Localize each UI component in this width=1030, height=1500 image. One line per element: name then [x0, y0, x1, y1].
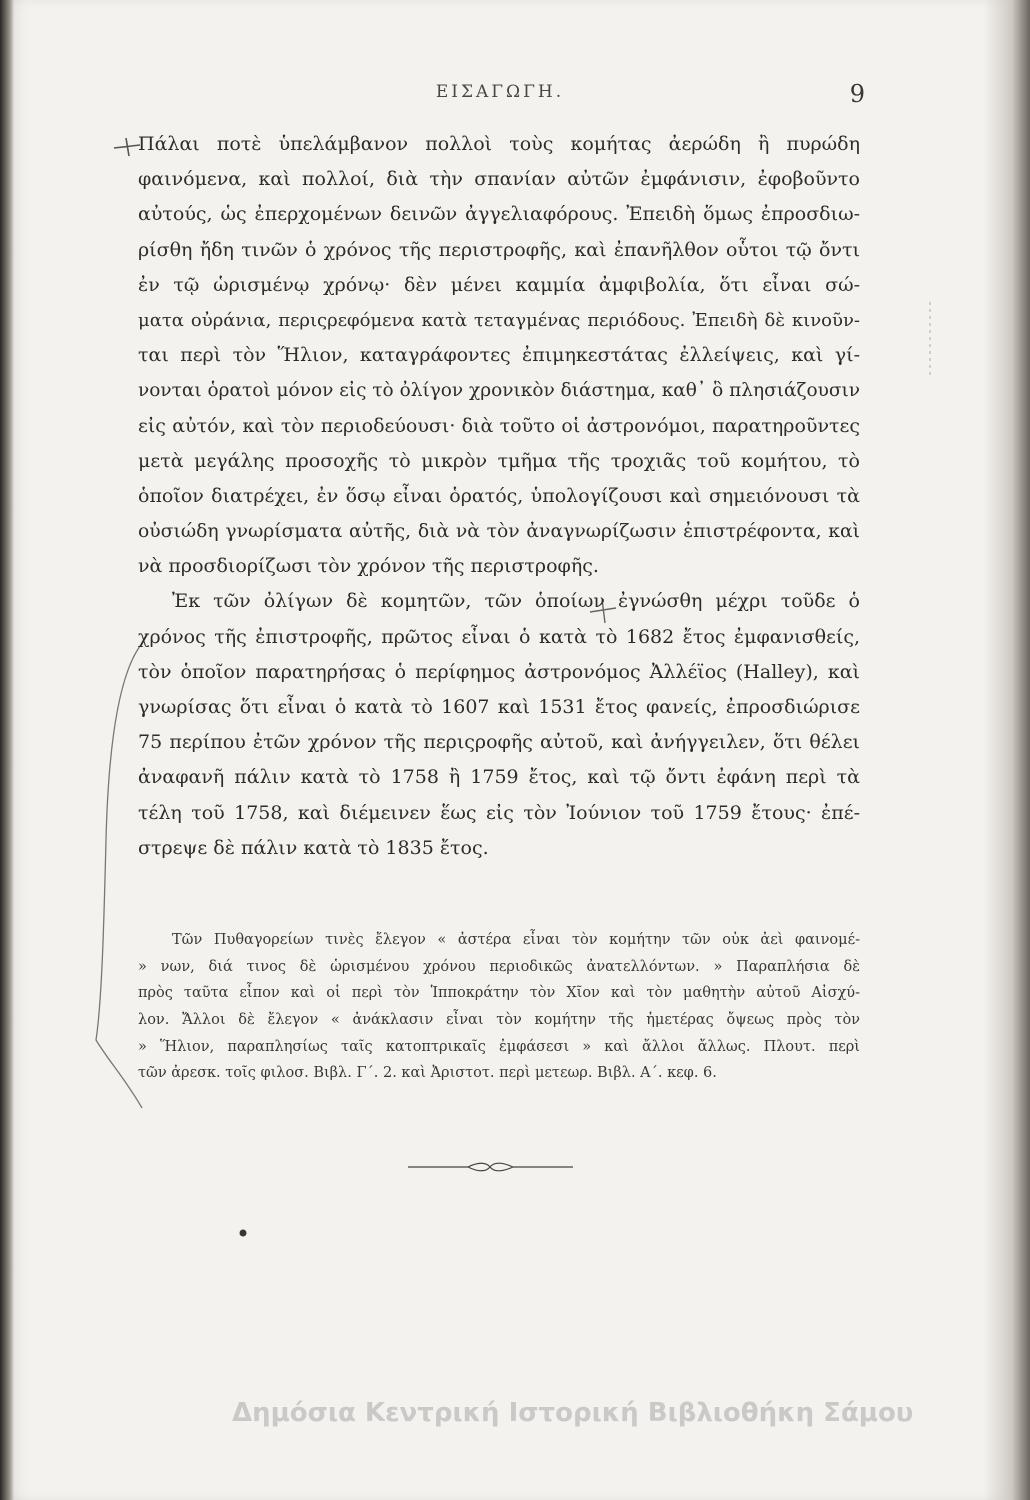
page-header	[140, 80, 865, 112]
footnote-line: Τῶν Πυθαγορείων τινὲς ἔλεγον « ἀστέρα εἶναι τὸν κομήτην τῶν οὐκ ἀεὶ φαινομέ-	[172, 932, 860, 948]
library-watermark: Δημόσια Κεντρική Ιστορική Βιβλιοθήκη Σάμου	[232, 1398, 914, 1428]
text-line: ἐν τῷ ὡρισμένῳ χρόνῳ· δὲν μένει καμμία ἀμφιβολία, ὅτι εἶναι σώ-	[138, 273, 860, 296]
text-line: γνωρίσας ὅτι εἶναι ὁ κατὰ τὸ 1607 καὶ 1531 ἔτος φανείς, ἐπροσδιώρισε	[138, 696, 860, 718]
page-number: 9	[849, 80, 865, 108]
text-line: ρίσθη ἤδη τινῶν ὁ χρόνος τῆς περιστροφῆς, καὶ ἐπανῆλθον οὗτοι τῷ ὄντι	[138, 238, 860, 261]
text-line: χρόνος τῆς ἐπιστροφῆς, πρῶτος εἶναι ὁ κατὰ τὸ 1682 ἔτος ἐμφανισθείς,	[138, 625, 860, 648]
main-text	[138, 127, 860, 866]
text-line: ται περὶ τὸν Ἥλιον, καταγράφοντες ἐπιμηκεστάτας ἐλλείψεις, καὶ γί-	[138, 344, 860, 367]
text-line: τὸν ὁποῖον παρατηρήσας ὁ περίφημος ἀστρονόμος Ἀλλέϊος (Halley), καὶ	[138, 660, 860, 683]
text-line: μετὰ μεγάλης προσοχῆς τὸ μικρὸν τμῆμα τῆς τροχιᾶς τοῦ κομήτου, τὸ	[138, 449, 860, 472]
pencil-underline-mark-icon	[920, 300, 940, 380]
ink-spot-icon	[238, 1228, 248, 1238]
running-head: ΕΙΣΑΓΩΓΗ.	[435, 82, 565, 102]
footnote-line: τῶν ἀρεσκ. τοῖς φιλοσ. Βιβλ. Γ΄. 2. καὶ Ἀριστοτ. περὶ μετεωρ. Βιβλ. Α΄. κεφ. 6.	[138, 1065, 717, 1082]
ornamental-rule-icon	[408, 1162, 573, 1172]
pencil-bracket-mark-icon	[86, 640, 146, 1110]
text-line: 75 περίπου ἐτῶν χρόνον τῆς περιςροφῆς αὐτοῦ, καὶ ἀνήγγειλεν, ὅτι θέλει	[138, 731, 860, 754]
text-line: ματα οὐράνια, περιςρεφόμενα κατὰ τεταγμένας περιόδους. Ἐπειδὴ δὲ κινοῦν-	[138, 309, 860, 331]
text-line: Ἐκ τῶν ὀλίγων δὲ κομητῶν, τῶν ὁποίων ἐγνώσθη μέχρι τοῦδε ὁ	[172, 590, 860, 613]
text-line: νονται ὁρατοὶ μόνον εἰς τὸ ὀλίγον χρονικὸν διάστημα, καθ᾽ ὃ πλησιάζουσιν	[138, 380, 860, 402]
text-line: οὐσιώδη γνωρίσματα αὐτῆς, διὰ νὰ τὸν ἀναγνωρίζωσιν ἐπιστρέφοντα, καὶ	[138, 521, 860, 543]
text-line: ἀναφανῆ πάλιν κατὰ τὸ 1758 ἢ 1759 ἔτος, καὶ τῷ ὄντι ἐφάνη περὶ τὰ	[138, 766, 860, 789]
text-line: τέλη τοῦ 1758, καὶ διέμεινεν ἕως εἰς τὸν Ἰούνιον τοῦ 1759 ἔτους· ἐπέ-	[138, 801, 860, 824]
text-line: εἰς αὐτόν, καὶ τὸν περιοδεύουσι· διὰ τοῦτο οἱ ἀστρονόμοι, παρατηροῦντες	[138, 414, 860, 437]
text-line: αὐτούς, ὡς ἐπερχομένων δεινῶν ἀγγελιαφόρους. Ἐπειδὴ ὅμως ἐπροσδιω-	[138, 203, 860, 226]
page-edge-shadow	[984, 0, 1030, 1500]
text-line: ὁποῖον διατρέχει, ἐν ὅσῳ εἶναι ὁρατός, ὑπολογίζουσι καὶ σημειόνουσι τὰ	[138, 484, 860, 507]
text-line: Πάλαι ποτὲ ὑπελάμβανον πολλοὶ τοὺς κομήτας ἀερώδη ἢ πυρώδη	[138, 133, 860, 155]
text-line: στρεψε δὲ πάλιν κατὰ τὸ 1835 ἔτος.	[138, 836, 489, 859]
book-spine-shadow	[0, 0, 14, 1500]
text-line: νὰ προσδιορίζωσι τὸν χρόνον τῆς περιστροφῆς.	[138, 555, 599, 578]
footnote-line: » Ἥλιον, παραπλησίως ταῖς κατοπτρικαῖς ἐμφάσεσι » καὶ ἄλλοι ἄλλως. Πλουτ. περὶ	[138, 1038, 860, 1055]
text-line: φαινόμενα, καὶ πολλοί, διὰ τὴν σπανίαν αὐτῶν ἐμφάνισιν, ἐφοβοῦντο	[138, 168, 860, 191]
footnote-line: » νων, διά τινος δὲ ὡρισμένου χρόνου περιοδικῶς ἀνατελλόντων. » Παραπλήσια δὲ	[138, 958, 860, 975]
footnote	[138, 927, 860, 1087]
footnote-line: λον. Ἄλλοι δὲ ἔλεγον « ἀνάκλασιν εἶναι τὸν κομήτην τῆς ἡμετέρας ὄψεως πρὸς τὸν	[138, 1012, 860, 1029]
footnote-line: πρὸς ταῦτα εἶπον καὶ οἱ περὶ τὸν Ἱπποκράτην τὸν Χῖον καὶ τὸν μαθητὴν αὐτοῦ Αἰσχύ-	[138, 985, 860, 1002]
